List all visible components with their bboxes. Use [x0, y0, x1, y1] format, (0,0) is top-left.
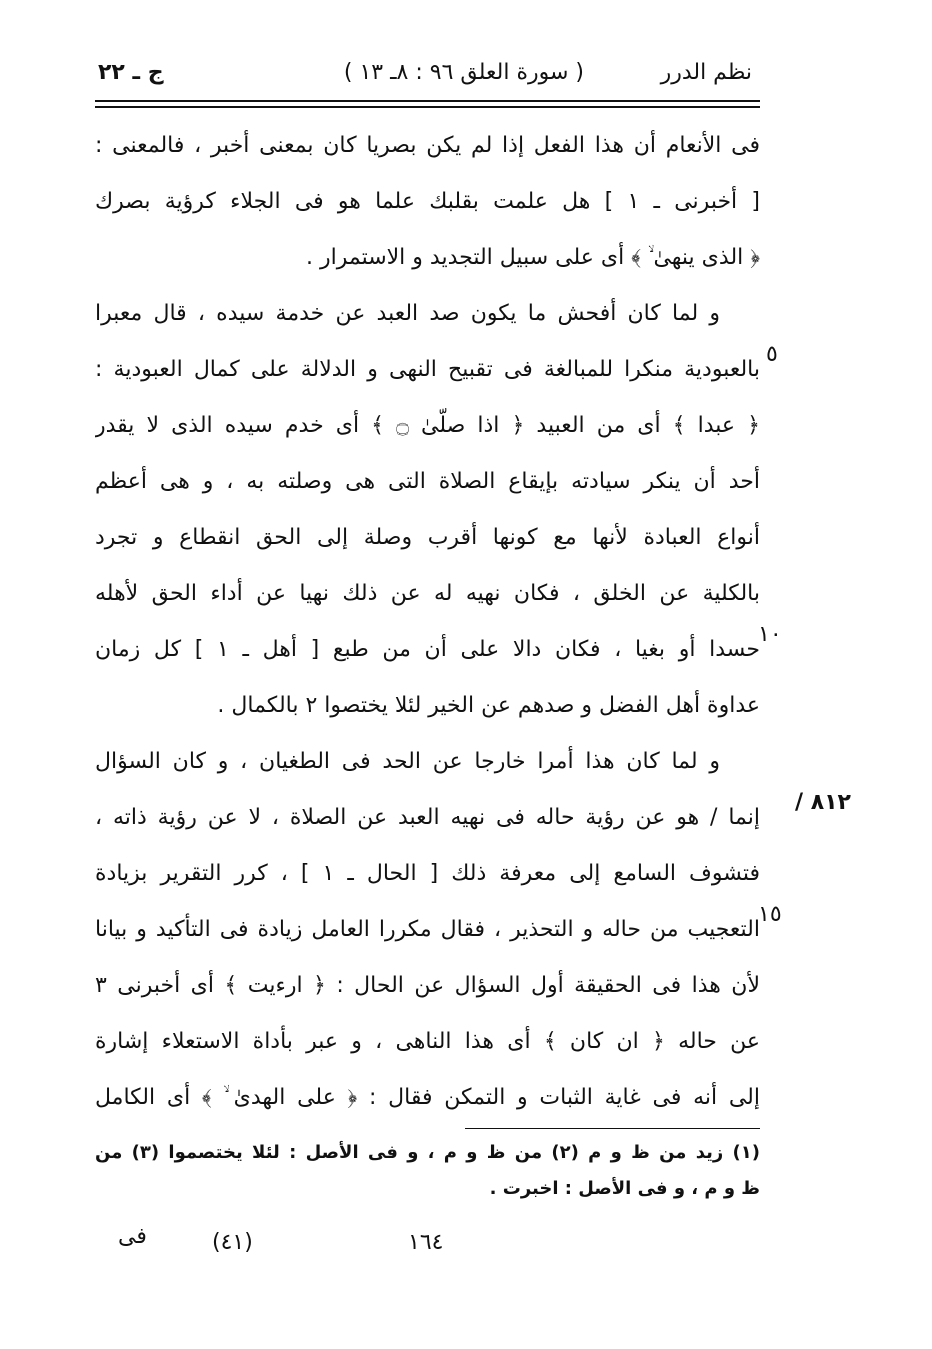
page-number: ١٦٤	[408, 1230, 444, 1255]
text-line: بالعبودية منكرا للمبالغة فى تقبيح النهى و الدلالة على كمال العبودية :	[95, 357, 760, 382]
book-title: نظم الدرر	[660, 60, 752, 85]
text-line: فتشوف السامع إلى معرفة ذلك [ الحال ـ ١ ] ، كرر التقرير بزيادة	[95, 861, 760, 886]
signature-mark: (٤١)	[212, 1230, 253, 1255]
surah-reference: ( سورة العلق ٩٦ : ٨ـ ١٣ )	[343, 60, 584, 85]
text-line: بالكلية عن الخلق ، فكان نهيه له عن ذلك نهيا عن أداء الحق لأهله	[95, 581, 760, 606]
footnote-rule	[465, 1128, 760, 1129]
line-number-10: ١٠	[758, 622, 782, 647]
footnote-line: ظ و م ، و فى الأصل : اخبرت .	[489, 1178, 760, 1199]
footnotes	[95, 1135, 760, 1207]
text-line: أنواع العبادة لأنها مع كونها أقرب وصلة إلى الحق انقطاع و تجرد	[95, 525, 760, 550]
manuscript-page-ref: ٨١٢ /	[795, 790, 851, 815]
text-line: لأن هذا فى الحقيقة أول السؤال عن الحال : ﴿ ارءيت ﴾ أى أخبرنى ٣	[95, 973, 760, 998]
text-line: عن حاله ﴿ ان كان ﴾ أى هذا الناهى ، و عبر بأداة الاستعلاء إشارة	[95, 1029, 760, 1054]
text-line: و لما كان هذا أمرا خارجا عن الحد فى الطغيان ، و كان السؤال	[95, 749, 720, 774]
header-rule-bottom	[95, 106, 760, 108]
text-line: فى الأنعام أن هذا الفعل إذا لم يكن بصريا كان بمعنى أخبر ، فالمعنى :	[95, 133, 760, 158]
text-line: إلى أنه فى غاية الثبات و التمكن فقال : ﴿ على الهدىٰ ۙ ﴾ أى الكامل	[95, 1085, 760, 1110]
line-number-5: ٥	[766, 342, 778, 367]
text-line: عداوة أهل الفضل و صدهم عن الخير لئلا يختصوا ٢ بالكمال .	[217, 693, 760, 718]
text-line: ﴿ الذى ينهىٰ ۙ ﴾ أى على سبيل التجديد و الاستمرار .	[305, 245, 760, 270]
catchword: فى	[118, 1224, 147, 1249]
text-line: التعجيب من حاله و التحذير ، فقال مكررا العامل زيادة فى التأكيد و بيانا	[95, 917, 760, 942]
text-line: [ أخبرنى ـ ١ ] هل علمت بقلبك علما هو فى الجلاء كرؤية بصرك	[95, 189, 760, 214]
main-text	[95, 118, 760, 1126]
header-rule-top	[95, 100, 760, 102]
text-line: و لما كان أفحش ما يكون صد العبد عن خدمة سيده ، قال معبرا	[95, 301, 720, 326]
text-line: إنما / هو عن رؤية حاله فى نهيه العبد عن الصلاة ، لا عن رؤية ذاته ،	[95, 805, 760, 830]
text-line: أحد أن ينكر سيادته بإيقاع الصلاة التى هى وصلته به ، و هى أعظم	[95, 469, 760, 494]
volume-number: ج ـ ٢٢	[98, 60, 164, 85]
text-line: ﴿ عبدا ﴾ أى من العبيد ﴿ اذا صلّىٰ ۝ ﴾ أى خدم سيده الذى لا يقدر	[95, 413, 760, 438]
text-line: حسدا أو بغيا ، فكان دالا على أن من طبع [ أهل ـ ١ ] كل زمان	[95, 637, 760, 662]
footnote-line: (١) زيد من ظ و م (٢) من ظ و م ، و فى الأصل : لئلا يختصموا (٣) من	[95, 1142, 760, 1163]
line-number-15: ١٥	[758, 902, 782, 927]
